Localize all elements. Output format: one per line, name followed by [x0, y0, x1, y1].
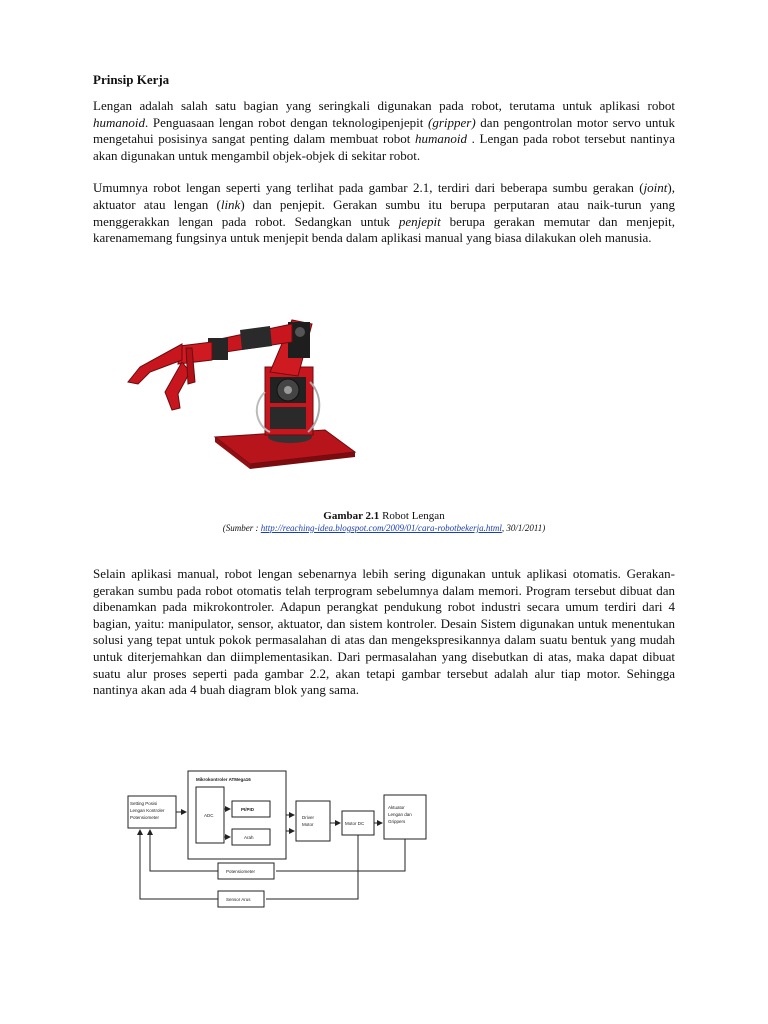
- input-label-1: Setting Posisi: [130, 801, 158, 806]
- driver-label-2: Motor: [302, 822, 314, 827]
- para1-emph-1: humanoid: [93, 114, 145, 130]
- para2-text-2: ), aktuator atau lengan (: [93, 180, 675, 212]
- para1-emph-3: humanoid: [415, 131, 468, 147]
- section-heading: Prinsip Kerja: [93, 72, 170, 87]
- para2-emph-3: penjepit: [398, 213, 441, 229]
- para2-text-3: ) dan penjepit. Gerakan sumbu itu berupa perputaran atau naik-turun yang menggerakkan lengan pada robot. Sedangkan untuk: [93, 196, 675, 229]
- figure-source: [93, 523, 675, 534]
- figure-title: Robot Lengan: [379, 510, 445, 522]
- block-diagram: [120, 765, 450, 915]
- input-label-2: Lengan Kontroler: [130, 808, 165, 813]
- para1-text-1: Lengan adalah salah satu bagian yang seringkali digunakan pada robot, terutama untuk aplikasi robot: [93, 98, 675, 113]
- source-prefix: (Sumber :: [222, 523, 261, 533]
- source-suffix: , 30/1/2011): [501, 523, 546, 533]
- motor-label: Motor DC: [345, 821, 365, 826]
- figure-caption: [93, 510, 675, 523]
- mcu-label: Mikrokontroler ATMega16: [196, 777, 251, 782]
- potensiometer-label: Potensiometer: [226, 869, 256, 874]
- para1-text-4: . Lengan pada robot tersebut nantinya akan digunakan untuk mengambil objek-objek di sekitar robot.: [93, 131, 675, 163]
- driver-label-1: Driver: [302, 815, 314, 820]
- actuator-label-1: Aktuator: [388, 805, 405, 810]
- paragraph-2: [93, 180, 675, 246]
- para2-emph-1: joint: [643, 180, 668, 196]
- sensor-label: Sensor Arus: [226, 897, 251, 902]
- adc-label: ADC: [204, 813, 214, 818]
- paragraph-1: [93, 98, 675, 164]
- para2-text-4: berupa gerakan memutar dan menjepit, karenamemang fungsinya untuk menjepit benda dalam aplikasi manual yang biasa dilakukan oleh manusia.: [93, 213, 675, 246]
- pid-label: PI/PID: [241, 807, 255, 812]
- actuator-label-3: Grippers: [388, 819, 406, 824]
- actuator-block: [384, 795, 426, 839]
- figure-label: Gambar 2.1: [323, 510, 380, 522]
- para1-text-3: dan pengontrolan motor servo untuk mengetahui posisinya sangat penting dalam membuat robot: [93, 114, 675, 147]
- para1-text-2: . Penguasaan lengan robot dengan teknologipenjepit: [145, 114, 428, 130]
- source-link[interactable]: http://reaching-idea.blogspot.com/2009/01/cara-robotbekerja.html: [260, 523, 502, 533]
- paragraph-3: Selain aplikasi manual, robot lengan sebenarnya lebih sering digunakan untuk aplikasi otomatis. Gerakan-gerakan sumbu pada robot otomatis telah terprogram sebelumnya dalam memori. Program tersebut dibuat dan dibenamkan pada mikrokontroler. Adapun perangkat pendukung robot industri secara umum terdiri dari 4 bagian, yaitu: manipulator, sensor, aktuator, dan sistem kontroler. Desain Sistem digunakan untuk menentukan solusi yang tepat untuk pokok permasalahan di atas dan mengekspresikannya dalam suatu bentuk yang mudah untuk diterjemahkan dan diimplementasikan. Dari permasalahan yang disebutkan di atas, maka dapat dibuat suatu alur proses seperti pada gambar 2.2, akan tetapi gambar tersebut adalah alur tiap motor. Sehingga nantinya akan ada 4 buah diagram blok yang sama.: [93, 566, 675, 698]
- arah-label: Arah: [244, 835, 254, 840]
- para1-emph-2: (gripper): [428, 114, 476, 130]
- driver-block: [296, 801, 330, 841]
- para2-emph-2: link: [220, 196, 241, 212]
- para2-text-1: Umumnya robot lengan seperti yang terlihat pada gambar 2.1, terdiri dari beberapa sumbu gerakan (: [93, 180, 644, 196]
- actuator-label-2: Lengan dan: [388, 812, 412, 817]
- document-page: [93, 72, 675, 263]
- robot-arm-image: [120, 312, 360, 477]
- input-label-3: Potensiometer: [130, 815, 160, 820]
